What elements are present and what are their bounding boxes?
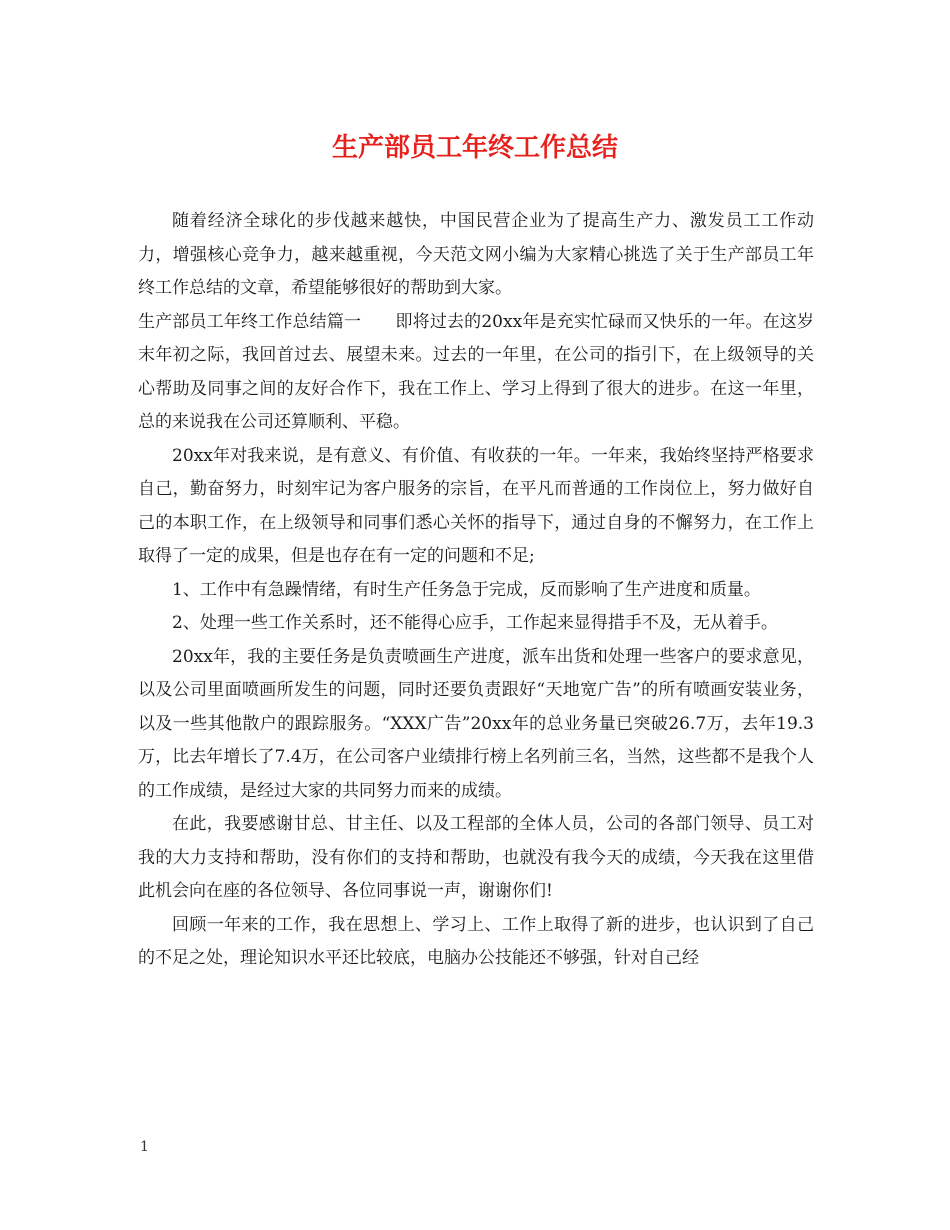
paragraph: 20xx年对我来说，是有意义、有价值、有收获的一年。一年来，我始终坚持严格要求自己，勤奋努力，时刻牢记为客户服务的宗旨，在平凡而普通的工作岗位上，努力做好自己的本职工作，在上级领导和同事们悉心关怀的指导下，通过自身的不懈努力，在工作上取得了一定的成果，但是也存在有一定的问题和不足; <box>138 445 814 566</box>
paragraph: 20xx年，我的主要任务是负责喷画生产进度，派车出货和处理一些客户的要求意见，以及公司里面喷画所发生的问题，同时还要负责跟好“天地宽广告”的所有喷画安装业务，以及一些其他散户的跟踪服务。“XXX广告”20xx年的总业务量已突破26.7万，去年19.3万，比去年增长了7.4万，在公司客户业绩排行榜上名列前三名，当然，这些都不是我个人的工作成绩，是经过大家的共同努力而来的成绩。 <box>138 646 814 801</box>
paragraph: 回顾一年来的工作，我在思想上、学习上、工作上取得了新的进步，也认识到了自己的不足之处，理论知识水平还比较底，电脑办公技能还不够强，针对自己经 <box>138 914 814 968</box>
paragraph: 1、工作中有急躁情绪，有时生产任务急于完成，反而影响了生产进度和质量。 <box>172 579 761 600</box>
paragraph: 随着经济全球化的步伐越来越快，中国民营企业为了提高生产力、激发员工工作动力，增强核心竞争力，越来越重视，今天范文网小编为大家精心挑选了关于生产部员工年终工作总结的文章，希望能够很好的帮助到大家。 <box>138 211 814 298</box>
paragraph: 生产部员工年终工作总结篇一 即将过去的20xx年是充实忙碌而又快乐的一年。在这岁末年初之际，我回首过去、展望未来。过去的一年里，在公司的指引下，在上级领导的关心帮助及同事之间的友好合作下，我在工作上、学习上得到了很大的进步。在这一年里，总的来说我在公司还算顺利、平稳。 <box>138 311 814 432</box>
page-number: 1 <box>140 1139 149 1155</box>
paragraph: 在此，我要感谢甘总、甘主任、以及工程部的全体人员，公司的各部门领导、员工对我的大力支持和帮助，没有你们的支持和帮助，也就没有我今天的成绩，今天我在这里借此机会向在座的各位领导、各位同事说一声，谢谢你们! <box>138 814 814 901</box>
document-body <box>138 205 814 976</box>
document-title: 生产部员工年终工作总结 <box>331 133 618 163</box>
paragraph: 2、处理一些工作关系时，还不能得心应手，工作起来显得措手不及，无从着手。 <box>172 613 778 633</box>
